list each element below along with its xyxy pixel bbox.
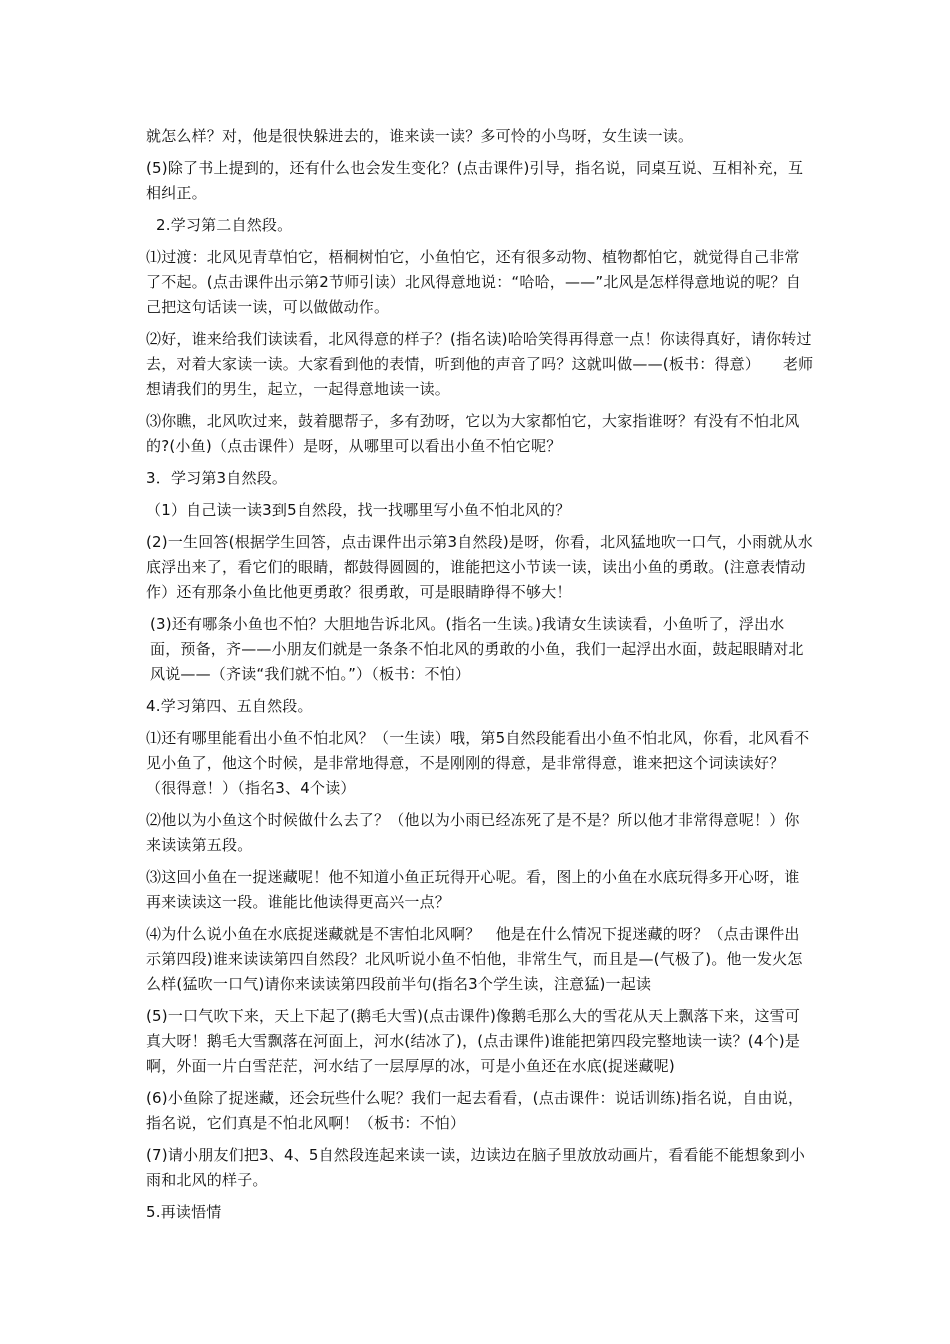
paragraph-brave-fish: (3)还有哪条小鱼也不怕？大胆地告诉北风。(指名一生读。)我请女生读读看，小鱼听了，浮出水面，预备，齐——小朋友们就是一条条不怕北风的勇敢的小鱼，我们一起浮出水面，鼓起眼睛对北风说——（齐读“我们就不怕。”）（板书：不怕）: [150, 615, 804, 683]
paragraph-read-3-to-5: （1）自己读一读3到5自然段，找一找哪里写小鱼不怕北风的？: [146, 501, 571, 519]
document-body: [146, 124, 814, 1232]
paragraph-why-not-afraid: ⑷为什么说小鱼在水底捉迷藏就是不害怕北风啊？ 他是在什么情况下捉迷藏的呀？（点击课件出示第四段)谁来读读第四自然段？北风听说小鱼不怕他，非常生气，而且是—(气极了)。他一发火怎么样(猛吹一口气)请你来读读第四段前半句(指名3个学生读，注意猛)一起读: [146, 925, 803, 993]
section-heading-2: 2.学习第二自然段。: [156, 216, 293, 234]
paragraph-read-fifth: ⑵他以为小鱼这个时候做什么去了？（他以为小雨已经冻死了是不是？所以他才非常得意呢！）你来读读第五段。: [146, 811, 800, 854]
paragraph-hide-and-seek: ⑶这回小鱼在一捉迷藏呢！他不知道小鱼正玩得开心呢。看，图上的小鱼在水底玩得多开心呀，谁再来读读这一段。谁能比他读得更高兴一点？: [146, 868, 800, 911]
section-heading-5: 5.再读悟情: [146, 1203, 222, 1221]
paragraph-other-games: (6)小鱼除了捉迷藏，还会玩些什么呢？我们一起去看看，(点击课件：说话训练)指名说，自由说，指名说，它们真是不怕北风啊！（板书：不怕）: [146, 1089, 804, 1132]
paragraph-student-answer: (2)一生回答(根据学生回答，点击课件出示第3自然段)是呀，你看，北风猛地吹一口气，小雨就从水底浮出来了，看它们的眼睛，都鼓得圆圆的，谁能把这小节读一读，读出小鱼的勇敢。(注意表情动作）还有那条小鱼比他更勇敢？很勇敢，可是眼睛睁得不够大！: [146, 533, 813, 601]
paragraph-very-proud: ⑴还有哪里能看出小鱼不怕北风？（一生读）哦，第5自然段能看出小鱼不怕北风，你看，北风看不见小鱼了，他这个时候，是非常地得意，不是刚刚的得意，是非常得意，谁来把这个词读读好？（很得意！）（指名3、4个读）: [146, 729, 810, 797]
paragraph-transition: ⑴过渡：北风见青草怕它，梧桐树怕它，小鱼怕它，还有很多动物、植物都怕它，就觉得自己非常了不起。(点击课件出示第2节师引读）北风得意地说：“哈哈，——”北风是怎样得意地说的呢？自己把这句话读一读，可以做做动作。: [146, 248, 801, 316]
section-heading-4: 4.学习第四、五自然段。: [146, 697, 313, 715]
paragraph-step-5-changes: (5)除了书上提到的，还有什么也会发生变化？(点击课件)引导，指名说，同桌互说、互相补充，互相纠正。: [146, 159, 804, 202]
section-heading-3: 3．学习第3自然段。: [146, 469, 288, 487]
paragraph-read-proudly: ⑵好，谁来给我们读读看，北风得意的样子？(指名读)哈哈笑得再得意一点！你读得真好，请你转过去，对着大家读一读。大家看到他的表情，听到他的声音了吗？这就叫做——(板书：得意） 老师想请我们的男生，起立，一起得意地读一读。: [146, 330, 814, 398]
paragraph-heavy-snow: (5)一口气吹下来，天上下起了(鹅毛大雪)(点击课件)像鹅毛那么大的雪花从天上飘落下来，这雪可真大呀！鹅毛大雪飘落在河面上，河水(结冰了)，(点击课件)谁能把第四段完整地读一读？(4个)是啊，外面一片白雪茫茫，河水结了一层厚厚的冰，可是小鱼还在水底(捉迷藏呢): [146, 1007, 801, 1075]
paragraph-intro-continuation: 就怎么样？对，他是很快躲进去的，谁来读一读？多可怜的小鸟呀，女生读一读。: [146, 127, 694, 145]
paragraph-north-wind-blows: ⑶你瞧，北风吹过来，鼓着腮帮子，多有劲呀，它以为大家都怕它，大家指谁呀？有没有不怕北风的?(小鱼)（点击课件）是呀，从哪里可以看出小鱼不怕它呢？: [146, 412, 800, 455]
paragraph-read-together: (7)请小朋友们把3、4、5自然段连起来读一读，边读边在脑子里放放动画片，看看能不能想象到小雨和北风的样子。: [146, 1146, 806, 1189]
